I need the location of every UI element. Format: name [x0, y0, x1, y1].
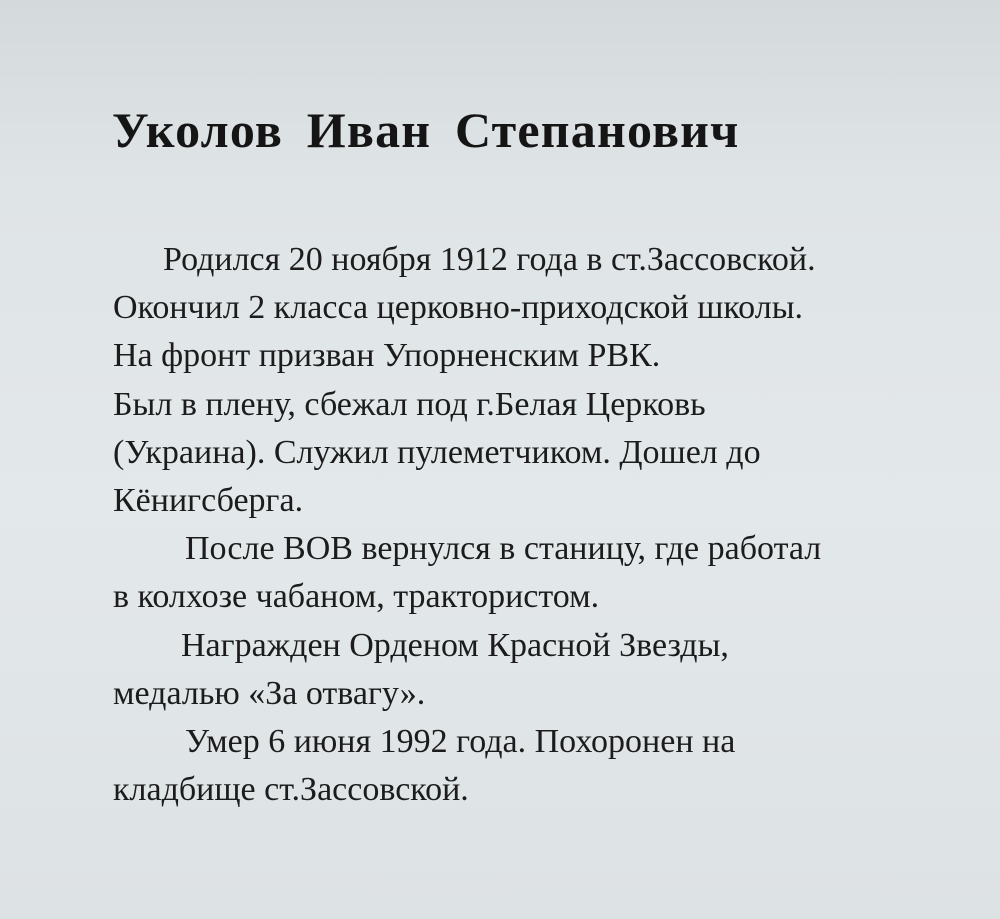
document-body	[113, 236, 821, 814]
text-line: Награжден Орденом Красной Звезды,	[181, 626, 729, 664]
document-title: Уколов Иван Степанович	[112, 102, 740, 158]
text-line: (Украина). Служил пулеметчиком. Дошел до	[113, 433, 761, 471]
text-line: кладбище ст.Зассовской.	[113, 771, 469, 809]
text-line: медалью «За отвагу».	[113, 674, 426, 712]
text-line: Умер 6 июня 1992 года. Похоронен на	[185, 723, 736, 761]
text-line: в колхозе чабаном, трактористом.	[113, 578, 600, 616]
text-line: Родился 20 ноября 1912 года в ст.Зассовской.	[163, 241, 816, 278]
text-line: После ВОВ вернулся в станицу, где работал	[185, 530, 822, 568]
text-line: Кёнигсберга.	[113, 482, 304, 520]
text-line: Окончил 2 класса церковно-приходской школы.	[113, 289, 804, 327]
text-line: Был в плену, сбежал под г.Белая Церковь	[113, 385, 706, 423]
text-line: На фронт призван Упорненским РВК.	[113, 337, 661, 375]
